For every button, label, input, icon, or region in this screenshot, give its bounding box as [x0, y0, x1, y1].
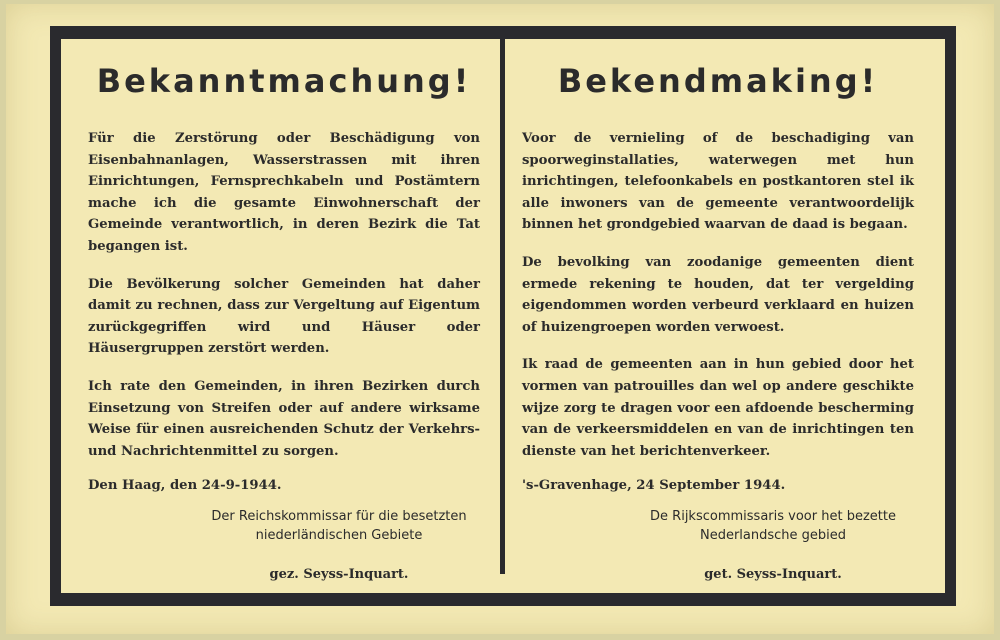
- dutch-signature-line-2: Nederlandsche gebied: [699, 528, 847, 544]
- dutch-paragraph-1: Voor de vernieling of de beschadiging van spoorweginstallaties, waterwegen met hun inrichtingen, telefoonkabels en postkantoren stel ik alle inwoners van de gemeente verantwoordelijk binnen het grondgebied waarvan de daad is begaan.: [522, 131, 914, 233]
- german-paragraph-2: Die Bevölkerung solcher Gemeinden hat daher damit zu rechnen, dass zur Vergeltung auf Eigentum zurückgegriffen wird und Häuser oder Häusergruppen zerstört werden.: [88, 276, 480, 357]
- german-date: Den Haag, den 24-9-1944.: [88, 478, 282, 494]
- dutch-title: Bekendmaking!: [557, 62, 879, 100]
- dutch-paragraph-2: De bevolking van zoodanige gemeenten dient ermede rekening te houden, dat ter vergelding eigendommen worden verbeurd verklaard en huizen of huizengroepen worden verwoest.: [522, 254, 914, 335]
- german-signature-line-2: niederländischen Gebiete: [255, 528, 423, 544]
- dutch-paragraph-3: Ik raad de gemeenten aan in hun gebied door het vormen van patrouilles dan wel op andere geschikte wijze zorg te dragen voor een afdoende bescherming van de verkeersmiddelen en van de inrichtingen ten dienste van het berichtenverkeer.: [522, 357, 914, 459]
- dutch-signature-title: [632, 507, 914, 545]
- german-signed: gez. Seyss-Inquart.: [269, 567, 409, 583]
- dutch-signed: get. Seyss-Inquart.: [704, 567, 842, 583]
- german-paragraph-3: Ich rate den Gemeinden, in ihren Bezirken durch Einsetzung von Streifen oder auf andere wirksame Weise für einen ausreichenden Schutz der Verkehrs- und Nachrichtenmittel zu sorgen.: [88, 378, 480, 459]
- german-signature-title: [198, 507, 480, 545]
- german-signature-line-1: Der Reichskommissar für die besetzten: [211, 509, 467, 525]
- dutch-signature-line-1: De Rijkscommissaris voor het bezette: [650, 509, 896, 525]
- dutch-date: 's-Gravenhage, 24 September 1944.: [522, 478, 786, 494]
- german-title: Bekanntmachung!: [96, 62, 472, 100]
- german-column: [88, 62, 480, 582]
- dutch-column: [522, 62, 914, 582]
- column-divider: [500, 26, 505, 574]
- german-paragraph-1: Für die Zerstörung oder Beschädigung von Eisenbahnanlagen, Wasserstrassen mit ihren Einrichtungen, Fernsprechkabeln und Postämtern mache ich die gesamte Einwohnerschaft der Gemeinde verantwortlich, in deren Bezirk die Tat begangen ist.: [88, 131, 480, 254]
